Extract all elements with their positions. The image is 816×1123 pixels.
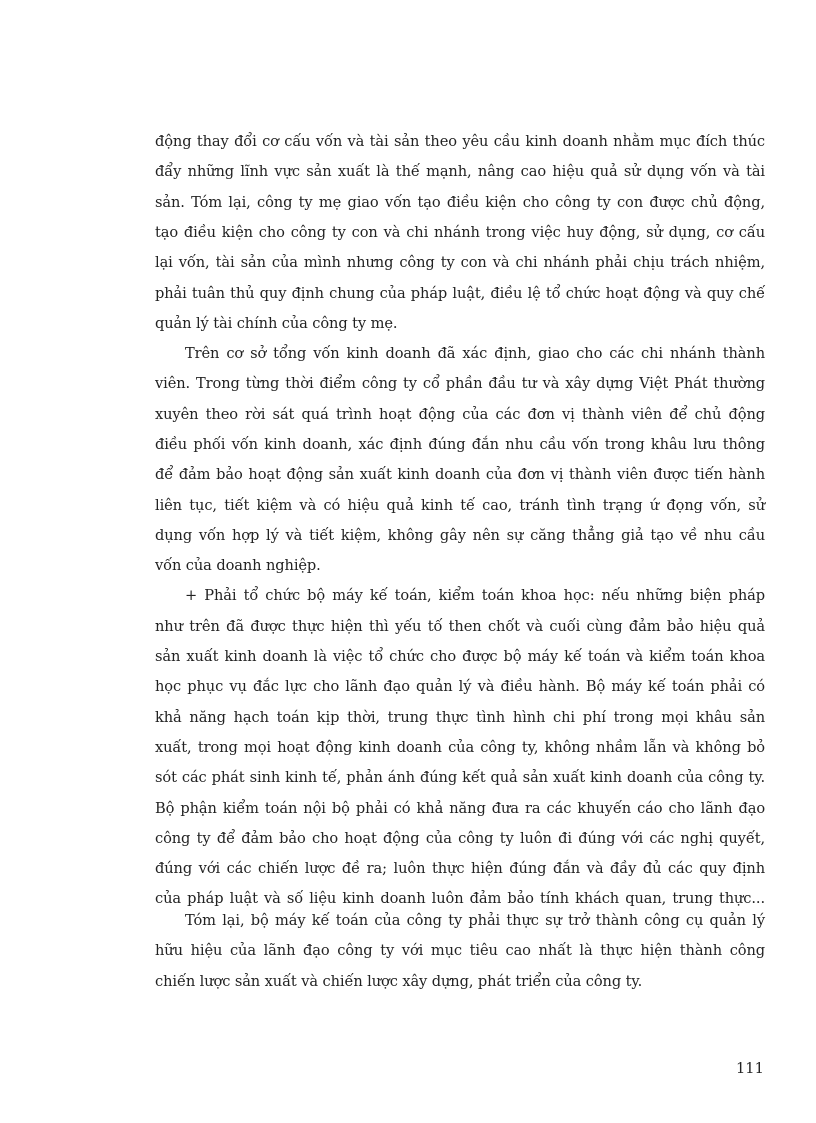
text-line: phải tuân thủ quy định chung của pháp luật, điều lệ tổ chức hoạt động và quy chế <box>155 285 765 302</box>
text-line: viên. Trong từng thời điểm công ty cổ phần đầu tư và xây dựng Việt Phát thường <box>155 375 765 392</box>
text-line: khả năng hạch toán kịp thời, trung thực tình hình chi phí trong mọi khâu sản <box>155 709 765 726</box>
text-line: liên tục, tiết kiệm và có hiệu quả kinh tế cao, tránh tình trạng ứ đọng vốn, sử <box>155 497 765 514</box>
text-line: sản xuất kinh doanh là việc tổ chức cho được bộ máy kế toán và kiểm toán khoa <box>155 648 765 665</box>
paragraph-first-line: Trên cơ sở tổng vốn kinh doanh đã xác định, giao cho các chi nhánh thành <box>185 345 765 362</box>
text-line: hữu hiệu của lãnh đạo công ty với mục tiêu cao nhất là thực hiện thành công <box>155 942 765 959</box>
text-line: đẩy những lĩnh vực sản xuất là thế mạnh, nâng cao hiệu quả sử dụng vốn và tài <box>155 163 765 180</box>
page-number: 111 <box>736 1060 764 1077</box>
text-line: động thay đổi cơ cấu vốn và tài sản theo yêu cầu kinh doanh nhằm mục đích thúc <box>155 133 765 150</box>
text-line: công ty để đảm bảo cho hoạt động của công ty luôn đi đúng với các nghị quyết, <box>155 830 765 847</box>
text-line: xuyên theo rời sát quá trình hoạt động của các đơn vị thành viên để chủ động <box>155 406 765 423</box>
text-line: sót các phát sinh kinh tế, phản ánh đúng kết quả sản xuất kinh doanh của công ty. <box>155 769 765 786</box>
text-line: của pháp luật và số liệu kinh doanh luôn đảm bảo tính khách quan, trung thực... <box>155 890 765 907</box>
text-line: vốn của doanh nghiệp. <box>155 557 321 574</box>
paragraph-first-line: + Phải tổ chức bộ máy kế toán, kiểm toán khoa học: nếu những biện pháp <box>185 587 765 604</box>
paragraph-first-line: Tóm lại, bộ máy kế toán của công ty phải thực sự trở thành công cụ quản lý <box>185 912 765 929</box>
text-line: dụng vốn hợp lý và tiết kiệm, không gây nên sự căng thẳng giả tạo về nhu cầu <box>155 527 765 544</box>
text-line: sản. Tóm lại, công ty mẹ giao vốn tạo điều kiện cho công ty con được chủ động, <box>155 194 765 211</box>
text-line: học phục vụ đắc lực cho lãnh đạo quản lý và điều hành. Bộ máy kế toán phải có <box>155 678 765 695</box>
text-line: để đảm bảo hoạt động sản xuất kinh doanh của đơn vị thành viên được tiến hành <box>155 466 765 483</box>
text-line: đúng với các chiến lược đề ra; luôn thực hiện đúng đắn và đầy đủ các quy định <box>155 860 765 877</box>
text-line: xuất, trong mọi hoạt động kinh doanh của công ty, không nhầm lẫn và không bỏ <box>155 739 765 756</box>
text-line: chiến lược sản xuất và chiến lược xây dựng, phát triển của công ty. <box>155 973 643 990</box>
text-line: lại vốn, tài sản của mình nhưng công ty con và chi nhánh phải chịu trách nhiệm, <box>155 254 765 271</box>
text-line: Bộ phận kiểm toán nội bộ phải có khả năng đưa ra các khuyến cáo cho lãnh đạo <box>155 800 765 817</box>
text-line: như trên đã được thực hiện thì yếu tố then chốt và cuối cùng đảm bảo hiệu quả <box>155 618 765 635</box>
text-line: tạo điều kiện cho công ty con và chi nhánh trong việc huy động, sử dụng, cơ cấu <box>155 224 765 241</box>
text-line: quản lý tài chính của công ty mẹ. <box>155 315 398 332</box>
text-line: điều phối vốn kinh doanh, xác định đúng đắn nhu cầu vốn trong khâu lưu thông <box>155 436 765 453</box>
